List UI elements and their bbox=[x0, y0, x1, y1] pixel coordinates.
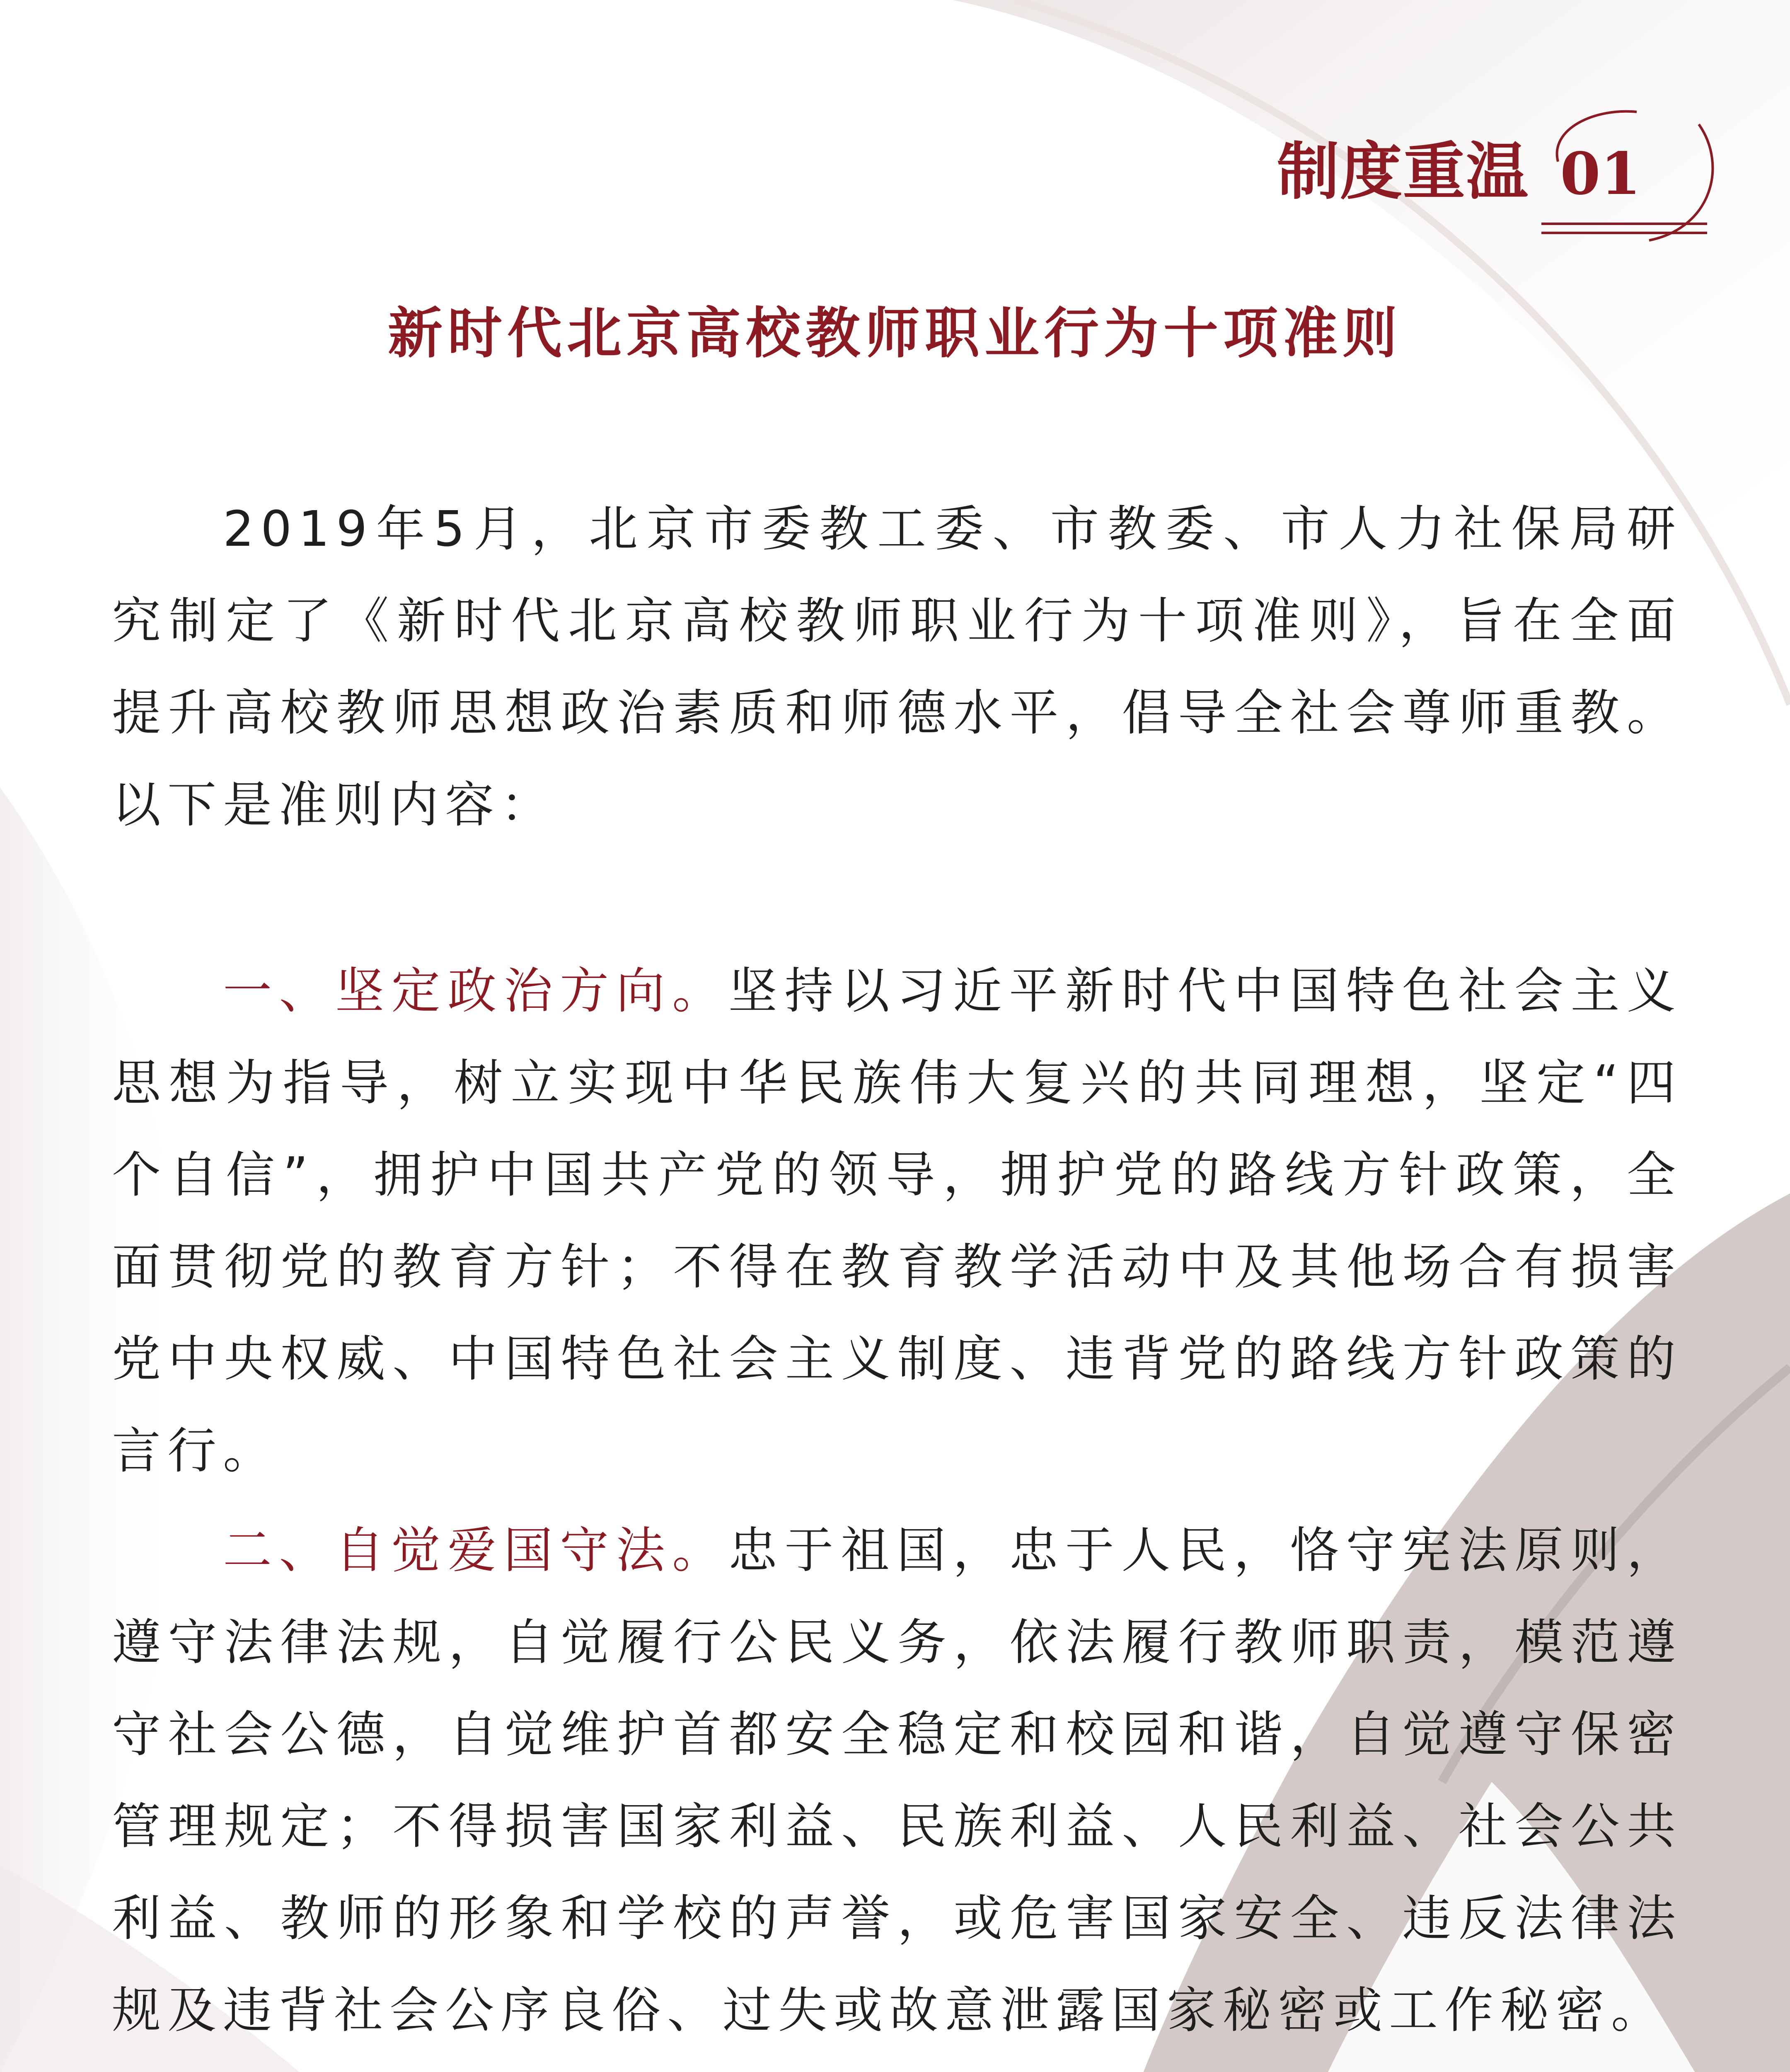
rule-text-1: 坚持以习近平新时代中国特色社会主义思想为指导，树立实现中华民族伟大复兴的共同理想，坚定“四个自信”，拥护中国共产党的领导，拥护党的路线方针政策，全面贯彻党的教育方针；不得在教育教学活动中及其他场合有损害党中央权威、中国特色社会主义制度、违背党的路线方针政策的言行。 bbox=[112, 962, 1682, 1479]
section-number: 01 bbox=[1560, 140, 1641, 208]
document-title: 新时代北京高校教师职业行为十项准则 bbox=[388, 302, 1402, 366]
rule-paragraph-2 bbox=[112, 1504, 1682, 2056]
rule-heading-1: 一、坚定政治方向。 bbox=[223, 962, 728, 1019]
intro-paragraph: 2019年5月，北京市委教工委、市教委、市人力社保局研究制定了《新时代北京高校教师职业行为十项准则》，旨在全面提升高校教师思想政治素质和师德水平，倡导全社会尊师重教。以下是准则内容： bbox=[112, 500, 1682, 833]
rule-text-2: 忠于祖国，忠于人民，恪守宪法原则，遵守法律法规，自觉履行公民义务，依法履行教师职责，模范遵守社会公德，自觉维护首都安全稳定和校园和谐，自觉遵守保密管理规定；不得损害国家利益、民族利益、人民利益、社会公共利益、教师的形象和学校的声誉，或危害国家安全、违反法律法规及违背社会公序良俗、过失或故意泄露国家秘密或工作秘密。 bbox=[112, 1522, 1682, 2039]
section-label: 制度重温 bbox=[1277, 136, 1529, 208]
section-header bbox=[1135, 99, 1715, 265]
rule-paragraph-1 bbox=[112, 945, 1682, 1497]
rule-heading-2: 二、自觉爱国守法。 bbox=[223, 1522, 728, 1579]
